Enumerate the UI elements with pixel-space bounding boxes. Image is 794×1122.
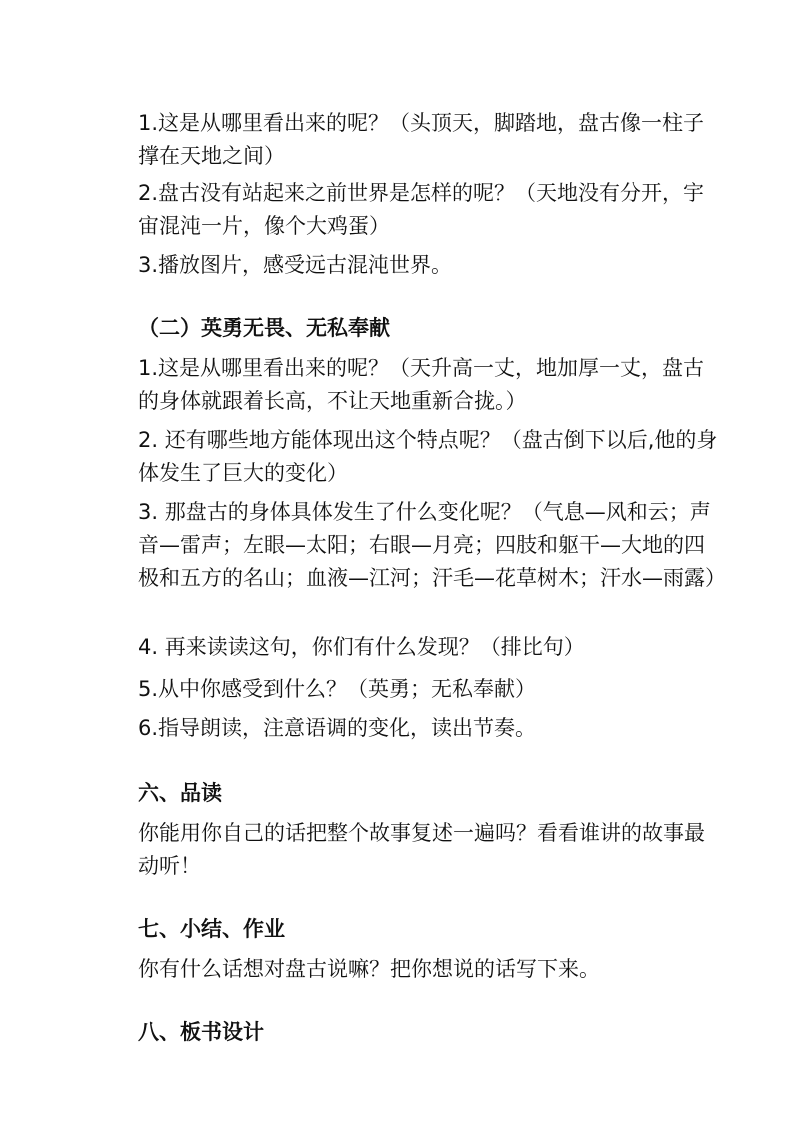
paragraph-brave-5: 5.从中你感受到什么？（英勇；无私奉献） bbox=[138, 677, 537, 701]
section-heading-summary: 七、小结、作业 bbox=[138, 917, 285, 941]
paragraph-question-3: 3.播放图片，感受远古混沌世界。 bbox=[138, 253, 453, 277]
paragraph-question-1: 1.这是从哪里看出来的呢？（头顶天，脚踏地，盘古像一柱子撑在天地之间） bbox=[138, 111, 705, 168]
section-heading-reading: 六、品读 bbox=[138, 781, 222, 805]
paragraph-summary: 你有什么话想对盘古说嘛？把你想说的话写下来。 bbox=[138, 957, 600, 981]
paragraph-brave-3: 3. 那盘古的身体具体发生了什么变化呢？（气息—风和云；声音—雷声；左眼—太阳；右眼—月亮；四肢和躯干—大地的四极和五方的名山；血液—江河；汗毛—花草树木；汗水—雨露） bbox=[138, 500, 726, 590]
paragraph-brave-1: 1.这是从哪里看出来的呢？（天升高一丈，地加厚一丈，盘古的身体就跟着长高，不让天地重新合拢。） bbox=[138, 356, 705, 413]
paragraph-reading: 你能用你自己的话把整个故事复述一遍吗？看看谁讲的故事最动听！ bbox=[138, 821, 705, 878]
paragraph-brave-6: 6.指导朗读，注意语调的变化，读出节奏。 bbox=[138, 716, 537, 740]
section-heading-brave: （二）英勇无畏、无私奉献 bbox=[138, 316, 390, 340]
paragraph-brave-2: 2. 还有哪些地方能体现出这个特点呢？（盘古倒下以后,他的身体发生了巨大的变化） bbox=[138, 428, 718, 485]
paragraph-question-2: 2.盘古没有站起来之前世界是怎样的呢？（天地没有分开，宇宙混沌一片，像个大鸡蛋） bbox=[138, 181, 705, 238]
paragraph-brave-4: 4. 再来读读这句，你们有什么发现？（排比句） bbox=[138, 635, 585, 659]
section-heading-board-design: 八、板书设计 bbox=[138, 1020, 264, 1044]
